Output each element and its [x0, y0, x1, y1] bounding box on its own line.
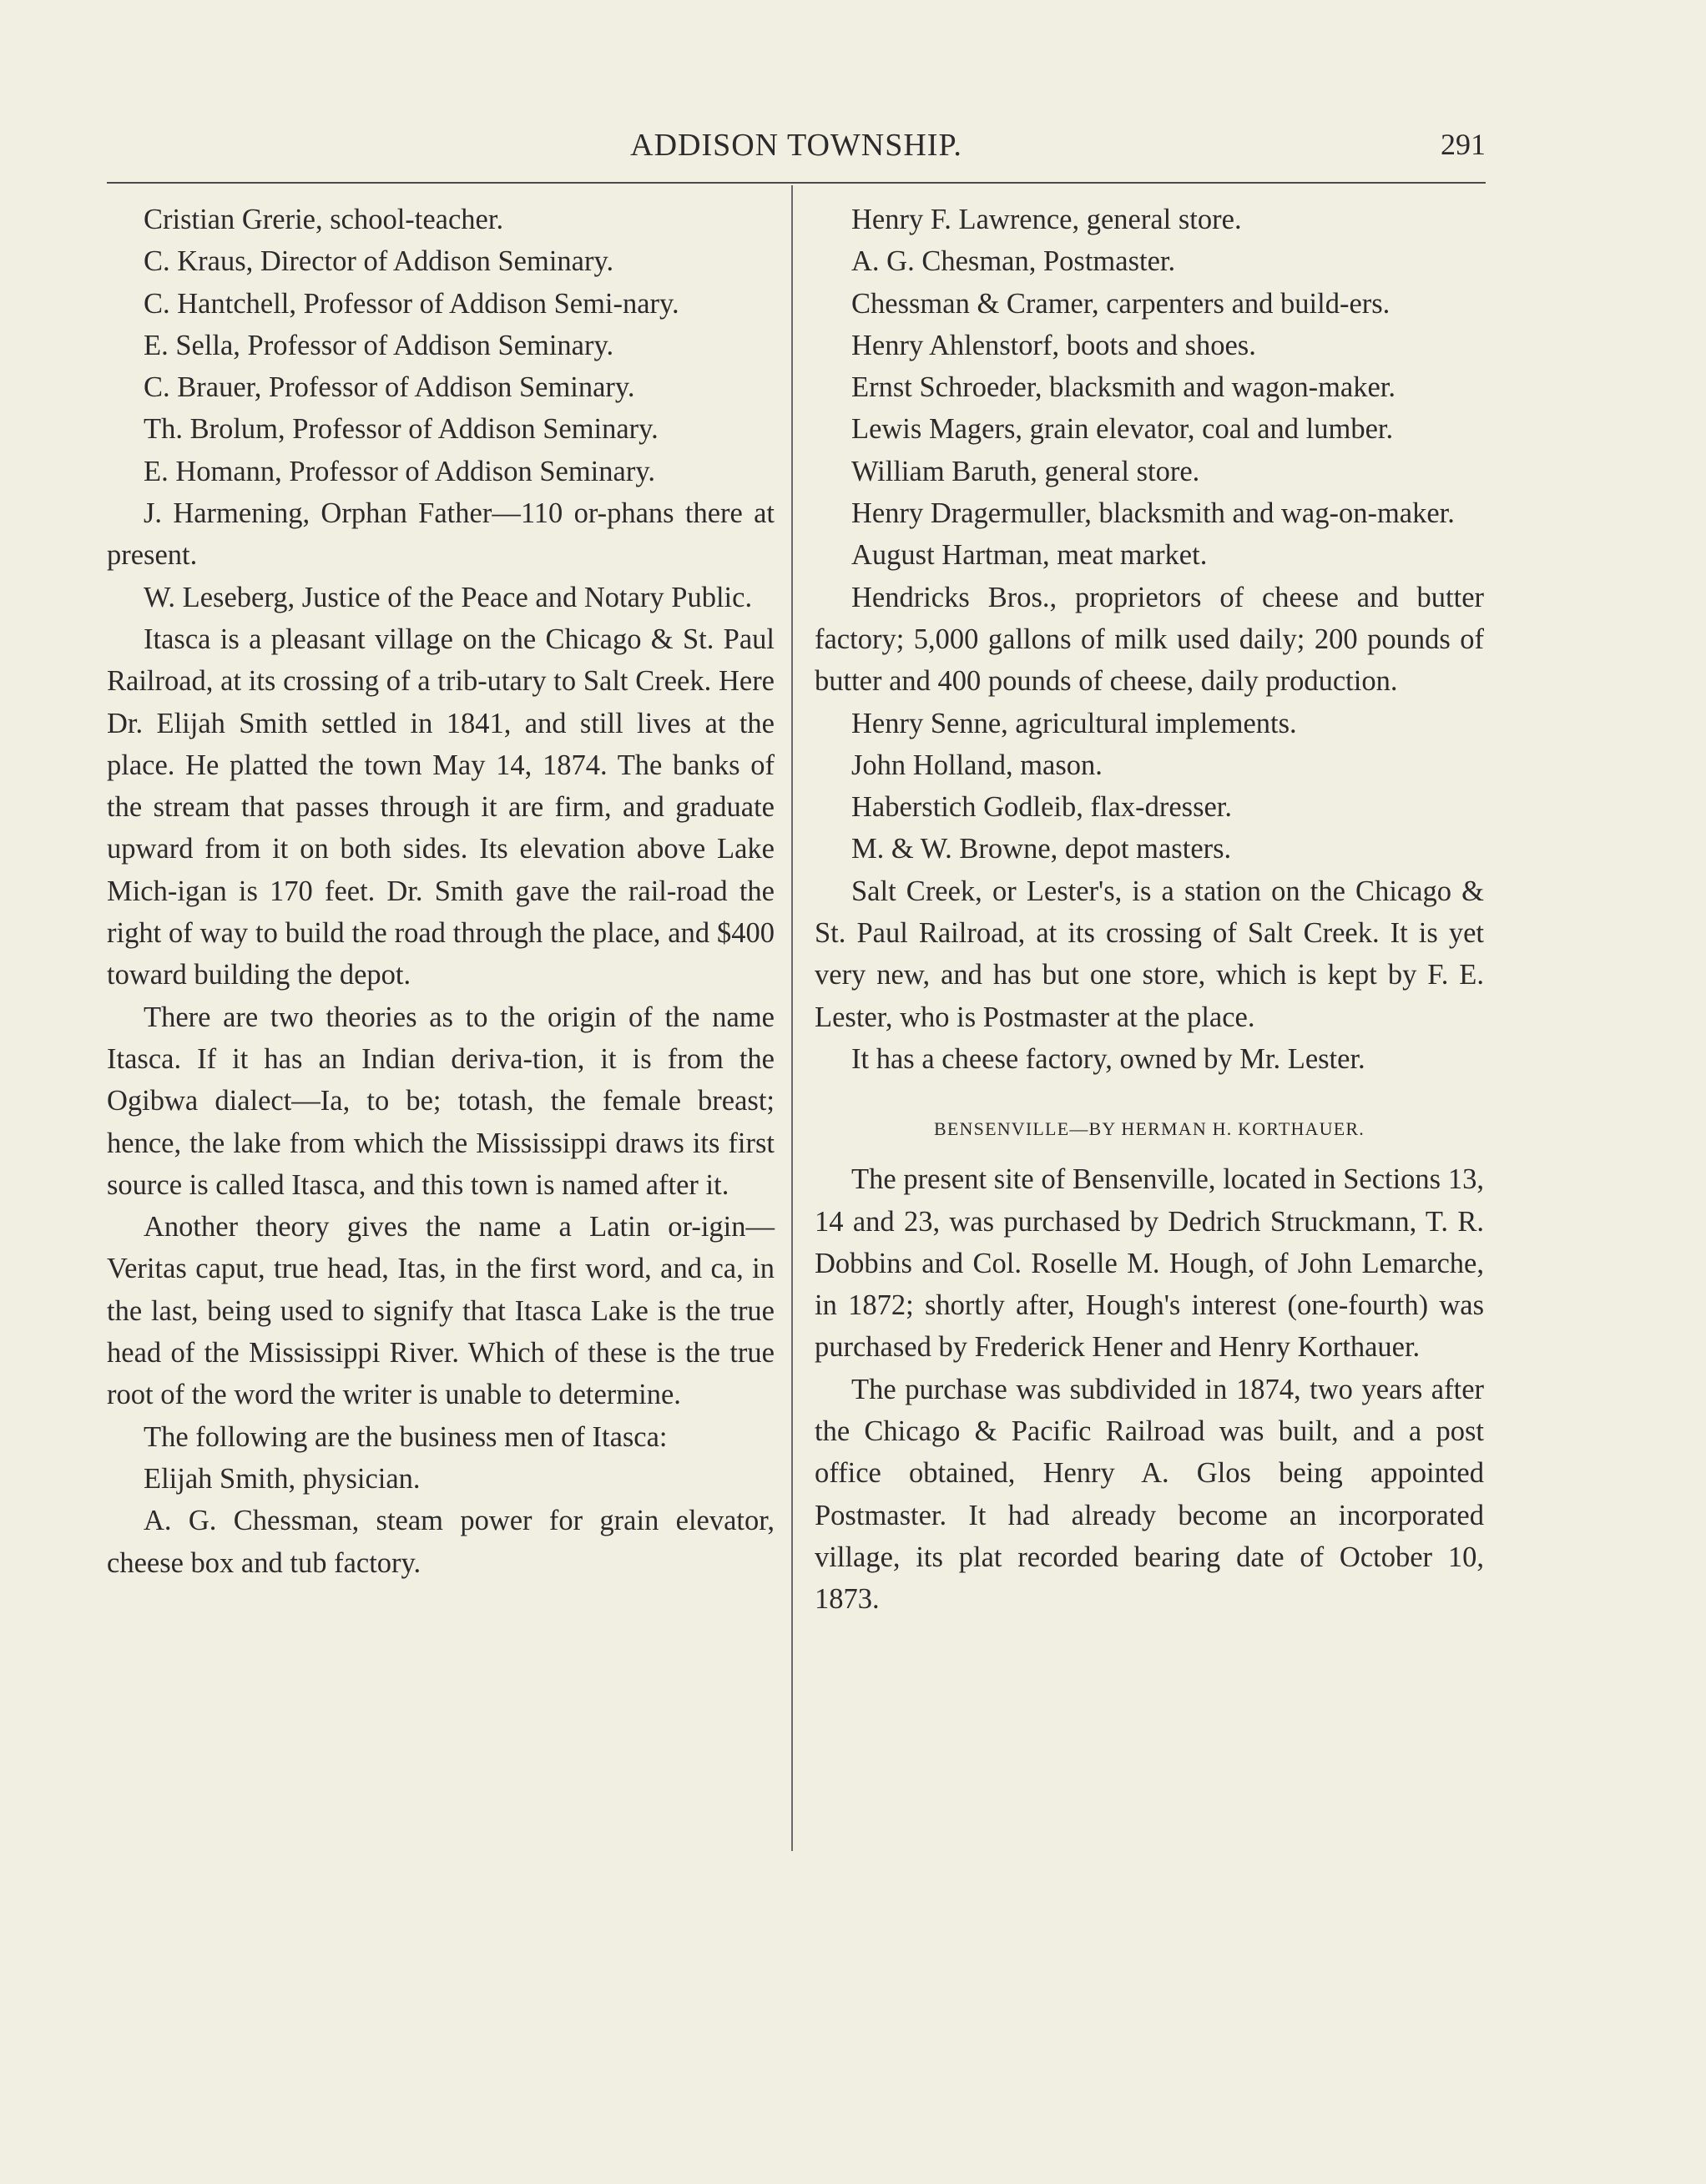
left-column	[107, 199, 775, 1584]
paragraph: E. Sella, Professor of Addison Seminary.	[144, 329, 614, 361]
paragraph: Cristian Grerie, school-teacher.	[144, 204, 504, 235]
paragraph: Elijah Smith, physician.	[144, 1462, 421, 1495]
paragraph: Henry Ahlenstorf, boots and shoes.	[851, 329, 1256, 361]
paragraph: Henry F. Lawrence, general store.	[851, 204, 1242, 235]
page-header	[107, 127, 1486, 167]
paragraph: John Holland, mason.	[851, 749, 1103, 781]
paragraph: The following are the business men of Itasca:	[144, 1420, 668, 1453]
paragraph: Another theory gives the name a Latin or-igin—Veritas caput, true head, Itas, in the first word, and ca, in the last, being used to signify that Itasca Lake is the true head of the Mississippi River. Which of these is the true root of the word the writer is unable to determine.	[107, 1211, 775, 1411]
paragraph: Itasca is a pleasant village on the Chicago & St. Paul Railroad, at its crossing of a trib-utary to Salt Creek. Here Dr. Elijah Smith settled in 1841, and still lives at the place. He platted the town May 14, 1874. The banks of the stream that passes through it are firm, and graduate upward from it on both sides. Its elevation above Lake Mich-igan is 170 feet. Dr. Smith gave the rail-road the right of way to build the road through the place, and $400 toward building the depot.	[107, 623, 775, 991]
paragraph: W. Leseberg, Justice of the Peace and Notary Public.	[144, 581, 753, 613]
paragraph: Ernst Schroeder, blacksmith and wagon-maker.	[851, 371, 1396, 404]
paragraph: Henry Dragermuller, blacksmith and wag-on-maker.	[851, 497, 1455, 530]
paragraph: Chessman & Cramer, carpenters and build-ers.	[851, 287, 1391, 320]
paragraph: There are two theories as to the origin of the name Itasca. If it has an Indian deriva-tion, it is from the Ogibwa dialect—Ia, to be; totash, the female breast; hence, the lake from which the Mississippi draws its first source is called Itasca, and this town is named after it.	[107, 1001, 775, 1201]
paragraph: Lewis Magers, grain elevator, coal and lumber.	[851, 413, 1394, 446]
section-heading: BENSENVILLE—BY HERMAN H. KORTHAUER.	[934, 1118, 1365, 1140]
paragraph: A. G. Chessman, steam power for grain elevator, cheese box and tub factory.	[107, 1505, 775, 1579]
paragraph: Hendricks Bros., proprietors of cheese and butter factory; 5,000 gallons of milk used daily; 200 pounds of butter and 400 pounds of cheese, daily production.	[815, 581, 1484, 698]
paragraph: Henry Senne, agricultural implements.	[851, 707, 1297, 739]
paragraph: Haberstich Godleib, flax-dresser.	[851, 791, 1233, 824]
paragraph: It has a cheese factory, owned by Mr. Lester.	[851, 1042, 1365, 1075]
paragraph: C. Kraus, Director of Addison Seminary.	[144, 245, 614, 278]
paragraph: The purchase was subdivided in 1874, two years after the Chicago & Pacific Railroad was built, and a post office obtained, Henry A. Glos being appointed Postmaster. It had already become an incorporated village, its plat recorded bearing date of October 10, 1873.	[815, 1373, 1484, 1616]
header-rule	[107, 182, 1486, 184]
paragraph: The present site of Bensenville, located in Sections 13, 14 and 23, was purchased by Dedrich Struckmann, T. R. Dobbins and Col. Roselle M. Hough, of John Lemarche, in 1872; shortly after, Hough's interest (one-fourth) was purchased by Frederick Hener and Henry Korthauer.	[815, 1163, 1484, 1364]
paragraph: August Hartman, meat market.	[851, 539, 1208, 572]
running-title: ADDISON TOWNSHIP.	[630, 128, 962, 163]
paragraph: Salt Creek, or Lester's, is a station on the Chicago & St. Paul Railroad, at its crossing of Salt Creek. It is yet very new, and has but one store, which is kept by F. E. Lester, who is Postmaster at the place.	[815, 875, 1484, 1033]
paragraph: C. Brauer, Professor of Addison Seminary.	[144, 371, 635, 404]
paragraph: E. Homann, Professor of Addison Seminary.	[144, 455, 655, 487]
column-divider	[791, 185, 793, 1851]
paragraph: J. Harmening, Orphan Father—110 or-phans there at present.	[107, 497, 775, 572]
page-number: 291	[1441, 128, 1486, 161]
paragraph: A. G. Chesman, Postmaster.	[851, 245, 1176, 278]
right-column	[815, 199, 1484, 1621]
paragraph: C. Hantchell, Professor of Addison Semi-nary.	[144, 287, 679, 320]
paragraph: William Baruth, general store.	[851, 455, 1200, 487]
paragraph: M. & W. Browne, depot masters.	[851, 833, 1232, 865]
paragraph: Th. Brolum, Professor of Addison Seminary.	[144, 413, 659, 446]
